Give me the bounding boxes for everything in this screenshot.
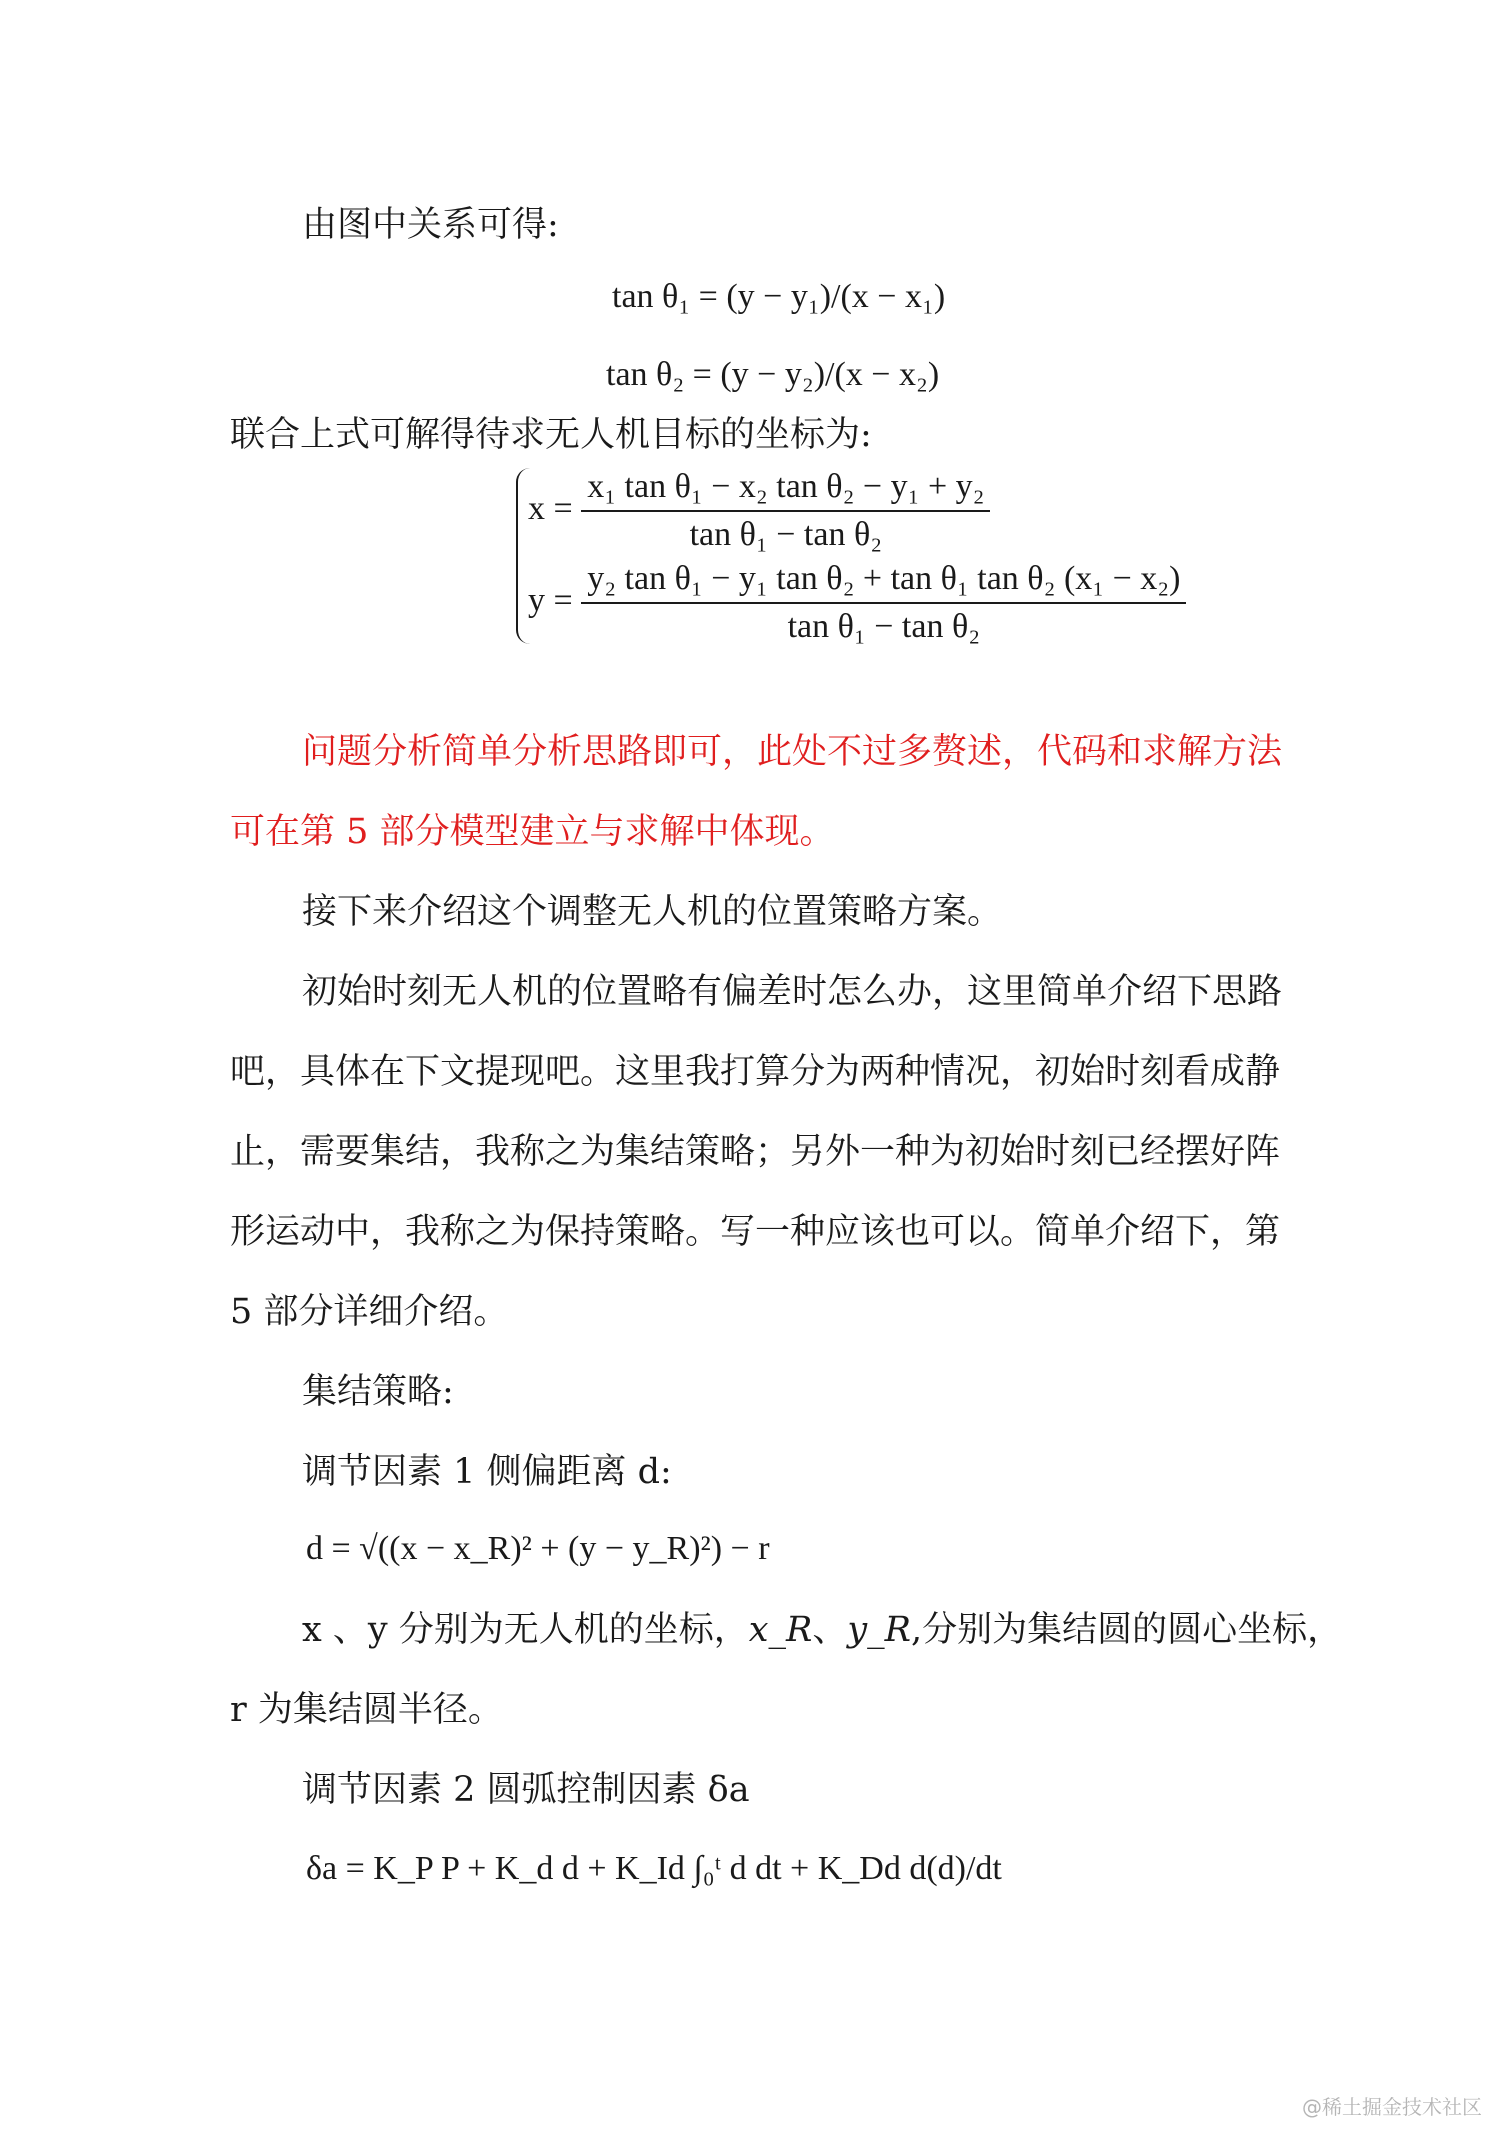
- paragraph-line-1: 初始时刻无人机的位置略有偏差时怎么办，这里简单介绍下思路: [302, 972, 1283, 1012]
- watermark: @稀土掘金技术社区: [1302, 2095, 1482, 2119]
- solution-y-fraction: [581, 560, 1186, 646]
- gather-strategy-title: 集结策略:: [302, 1372, 454, 1412]
- equation-d: d = √((x − x_R)² + (y − y_R)²) − r: [306, 1530, 770, 1567]
- solution-x-denominator: tan θ₁ − tan θ₂: [689, 516, 883, 553]
- next-intro: 接下来介绍这个调整无人机的位置策略方案。: [302, 892, 1003, 932]
- solution-y-equation: [528, 560, 1186, 646]
- equation-delta-a: δa = K_P P + K_d d + K_Id ∫₀ᵗ d dt + K_Dd d(d)/dt: [306, 1850, 1002, 1887]
- xy-description-suffix: ,分别为集结圆的圆心坐标，: [911, 1610, 1343, 1650]
- equation-tan-theta1: tan θ₁ = (y − y₁)/(x − x₁): [612, 278, 946, 315]
- solution-x-lhs: x =: [528, 489, 573, 527]
- paragraph-line-3: 止，需要集结，我称之为集结策略；另外一种为初始时刻已经摆好阵: [230, 1132, 1281, 1172]
- equation-tan-theta2: tan θ₂ = (y − y₂)/(x − x₂): [606, 356, 940, 393]
- red-note-line-1: 问题分析简单分析思路即可，此处不过多赘述，代码和求解方法: [302, 732, 1283, 772]
- text-from-figure: 由图中关系可得:: [302, 205, 559, 245]
- text-combined: 联合上式可解得待求无人机目标的坐标为:: [230, 415, 872, 455]
- factor-2-title: 调节因素 2 圆弧控制因素 δa: [302, 1770, 750, 1810]
- r-description: r 为集结圆半径。: [230, 1690, 503, 1730]
- yr-symbol: y_R: [847, 1610, 912, 1650]
- solution-y-numerator: y₂ tan θ₁ − y₁ tan θ₂ + tan θ₁ tan θ₂ (x₁ − x₂): [581, 560, 1186, 604]
- xy-description-separator: 、: [812, 1610, 848, 1650]
- red-note-line-2: 可在第 5 部分模型建立与求解中体现。: [230, 812, 835, 852]
- solution-x-equation: [528, 468, 990, 554]
- xy-description-prefix: x 、y 分别为无人机的坐标，: [302, 1610, 749, 1650]
- solution-y-lhs: y =: [528, 581, 573, 619]
- paragraph-line-5: 5 部分详细介绍。: [230, 1292, 509, 1332]
- solution-y-denominator: tan θ₁ − tan θ₂: [787, 608, 981, 645]
- paragraph-line-4: 形运动中，我称之为保持策略。写一种应该也可以。简单介绍下，第: [230, 1212, 1281, 1252]
- solution-x-fraction: [581, 468, 990, 554]
- paragraph-line-2: 吧，具体在下文提现吧。这里我打算分为两种情况，初始时刻看成静: [230, 1052, 1281, 1092]
- solution-x-numerator: x₁ tan θ₁ − x₂ tan θ₂ − y₁ + y₂: [581, 468, 990, 512]
- xy-description: [302, 1590, 1362, 1670]
- factor-1-title: 调节因素 1 侧偏距离 d:: [302, 1452, 672, 1492]
- xr-symbol: x_R: [748, 1610, 813, 1650]
